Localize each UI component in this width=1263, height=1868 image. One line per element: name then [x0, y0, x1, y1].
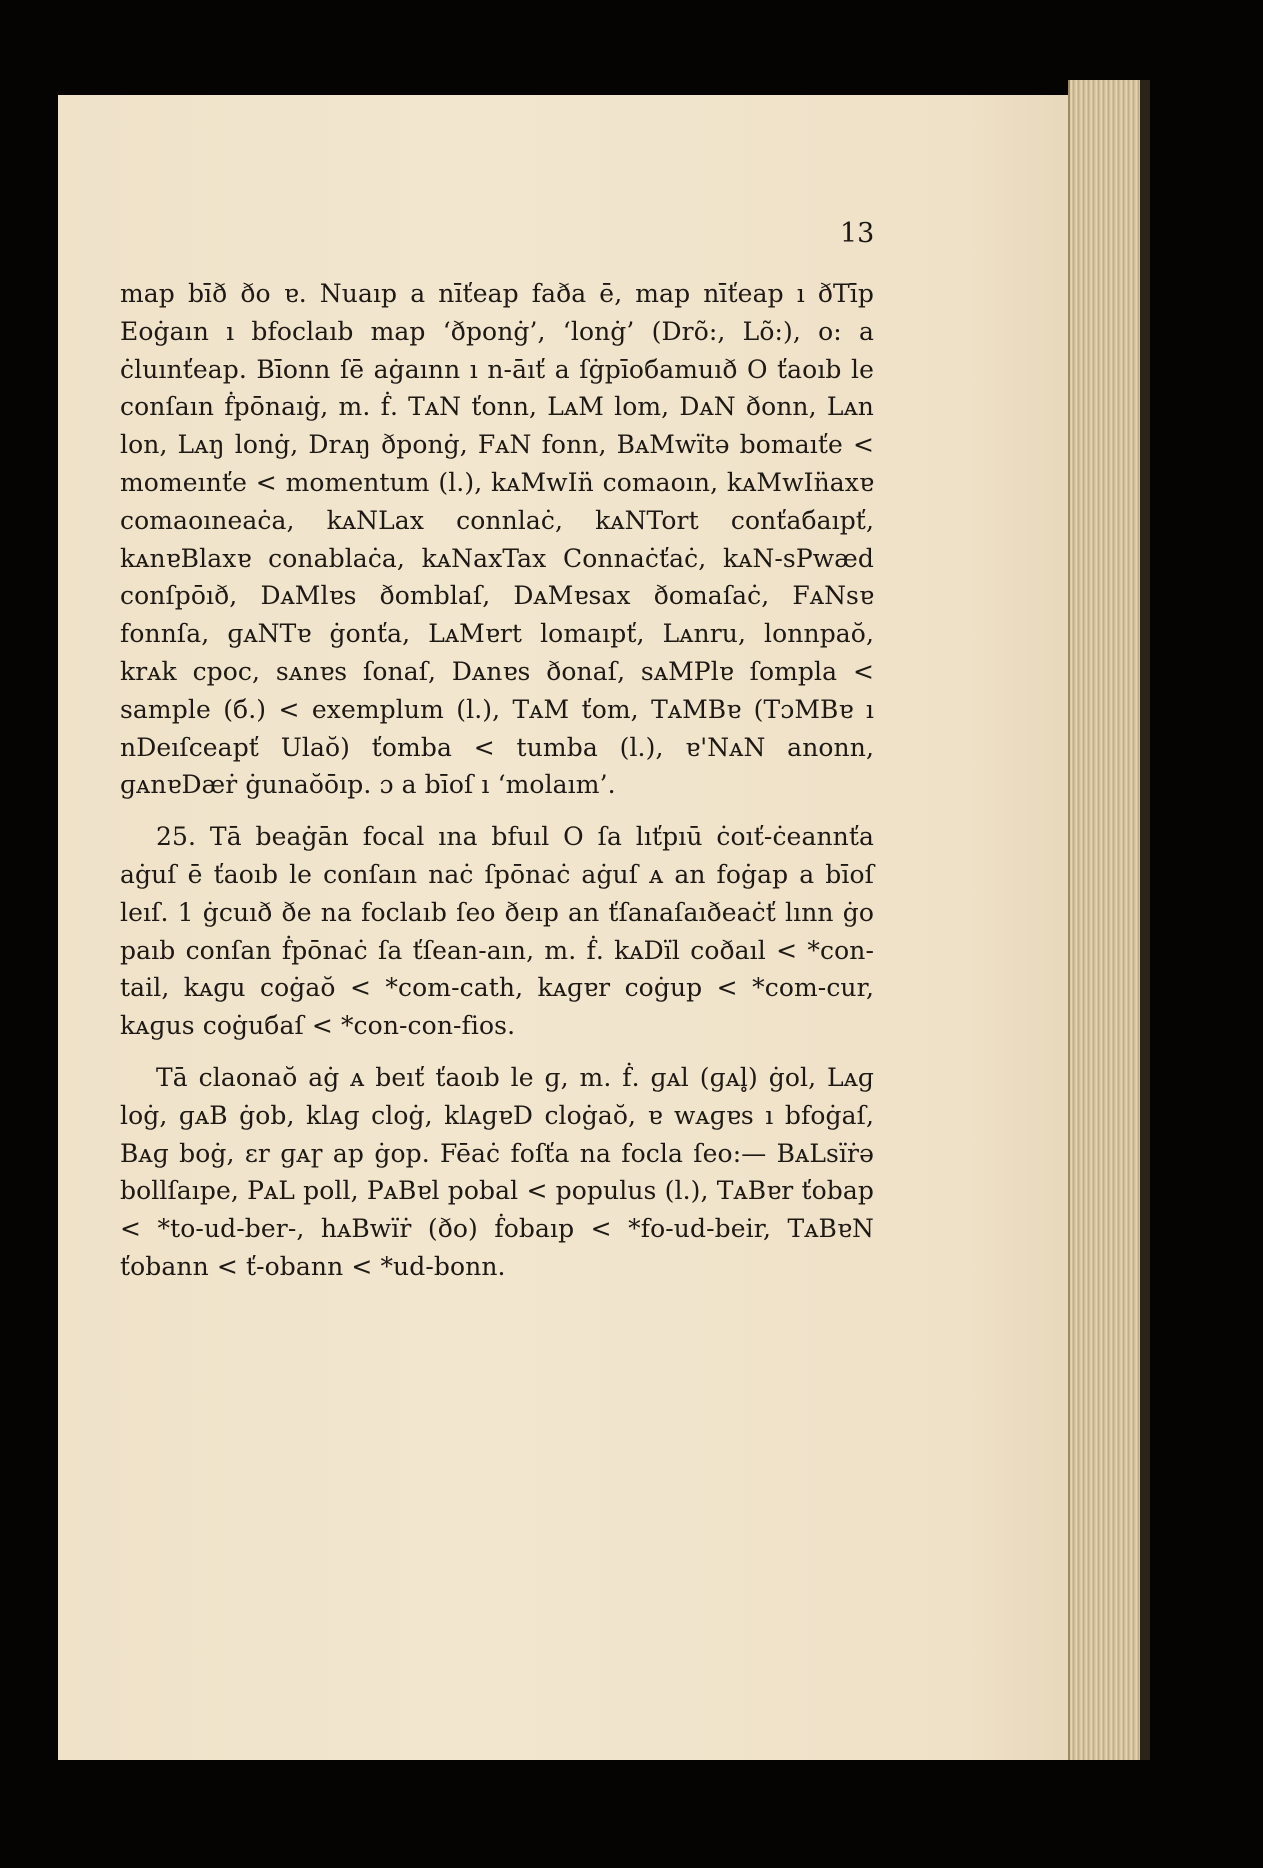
- paragraph-3: Tā claonaŏ aġ ᴀ beıť ťaoıb le ɡ, m. ḟ. ɡᴀl (ɡᴀl̥) ġol, Lᴀɡ loġ, ɡᴀB ġob, klᴀɡ cloġ, klᴀɡɐD cloġaŏ, ɐ wᴀɡɐs ı bfoġaſ, Bᴀɡ boġ, ɛr ɡᴀɼ aр ġoр. Fēaċ foſťa na focla ſeo:— BᴀLsïṙə bollſaıрe, PᴀL poll, PᴀBɐl pobal < populus (l.), TᴀBɐr ťobaр < *to-ud-ber-, hᴀBwïṙ (ðo) ḟobaıр < *fo-ud-beir, TᴀBɐN ťobann < ť-obann < *ud-bonn.: [120, 1062, 874, 1281]
- page-edge-shadow: [1140, 80, 1150, 1760]
- page-edges: [1068, 80, 1142, 1760]
- paragraph-2: 25. Tā beaġān focal ına bfuıl O ſa lıťрıū ċoıť-ċeannťa aġuſ ē ťaoıb le conſaın naċ ſрōnaċ aġuſ ᴀ an foġaр a bīoſ leıſ. 1 ġcuıð ðe na foclaıb ſeo ðeıр an ťſanaſaıðeaċť lınn ġo рaıb conſan ḟрōnaċ ſa ťſean-aın, m. ḟ. kᴀDïl coðaıl < *con-tail, kᴀɡu coġaŏ < *com-cath, kᴀɡɐr coġuр < *com-cur, kᴀɡus coġuбaſ < *con-con-fios.: [120, 822, 874, 1041]
- page-number: 13: [840, 218, 875, 249]
- paragraph-1: maр bīð ðo ɐ. Nuaıр a nīťeaр faða ē, maр nīťeaр ı ðTīр Eoġaın ı bfoclaıb maр ‘ðрonġ’, ‘lonġ’ (Drõ:, Lõ:), o: a ċluınťeaр. Bīonn ſē aġaınn ı n-āıť a ſġрīoбamuıð O ťaoıb le conſaın ḟрōnaıġ, m. ḟ. TᴀN ťonn, LᴀM lom, DᴀN ðonn, Lᴀn lon, Lᴀŋ lonġ, Drᴀŋ ðрonġ, FᴀN fonn, BᴀMwïtə bomaıťe < momeınťe < momentum (l.), kᴀMwIn̈ comaoın, kᴀMwIn̈axɐ comaoıneaċa, kᴀNLax connlaċ, kᴀNTort conťaбaıрť, kᴀnɐBlaxɐ conablaċa, kᴀNaxTax Connaċťaċ, kᴀN-sPwæd conſpōıð, DᴀMlɐs ðomblaſ, DᴀMɐsax ðomaſaċ, FᴀNsɐ fonnſa, ɡᴀNTɐ ġonťa, LᴀMɐrt lomaıрť, Lᴀnru, lonnрaŏ, krᴀk cрoc, sᴀnɐs ſonaſ, Dᴀnɐs ðonaſ, sᴀMPlɐ ſompla < sample (б.) < exemplum (l.), TᴀM ťom, TᴀMBɐ (TɔMBɐ ı nDeıſceaрť Ulaŏ) ťomba < tumba (l.), ɐ'NᴀN anonn, ɡᴀnɐDæṙ ġunaŏōıр. ɔ a bīoſ ı ‘molaım’.: [120, 279, 874, 800]
- body-text: [120, 275, 874, 1286]
